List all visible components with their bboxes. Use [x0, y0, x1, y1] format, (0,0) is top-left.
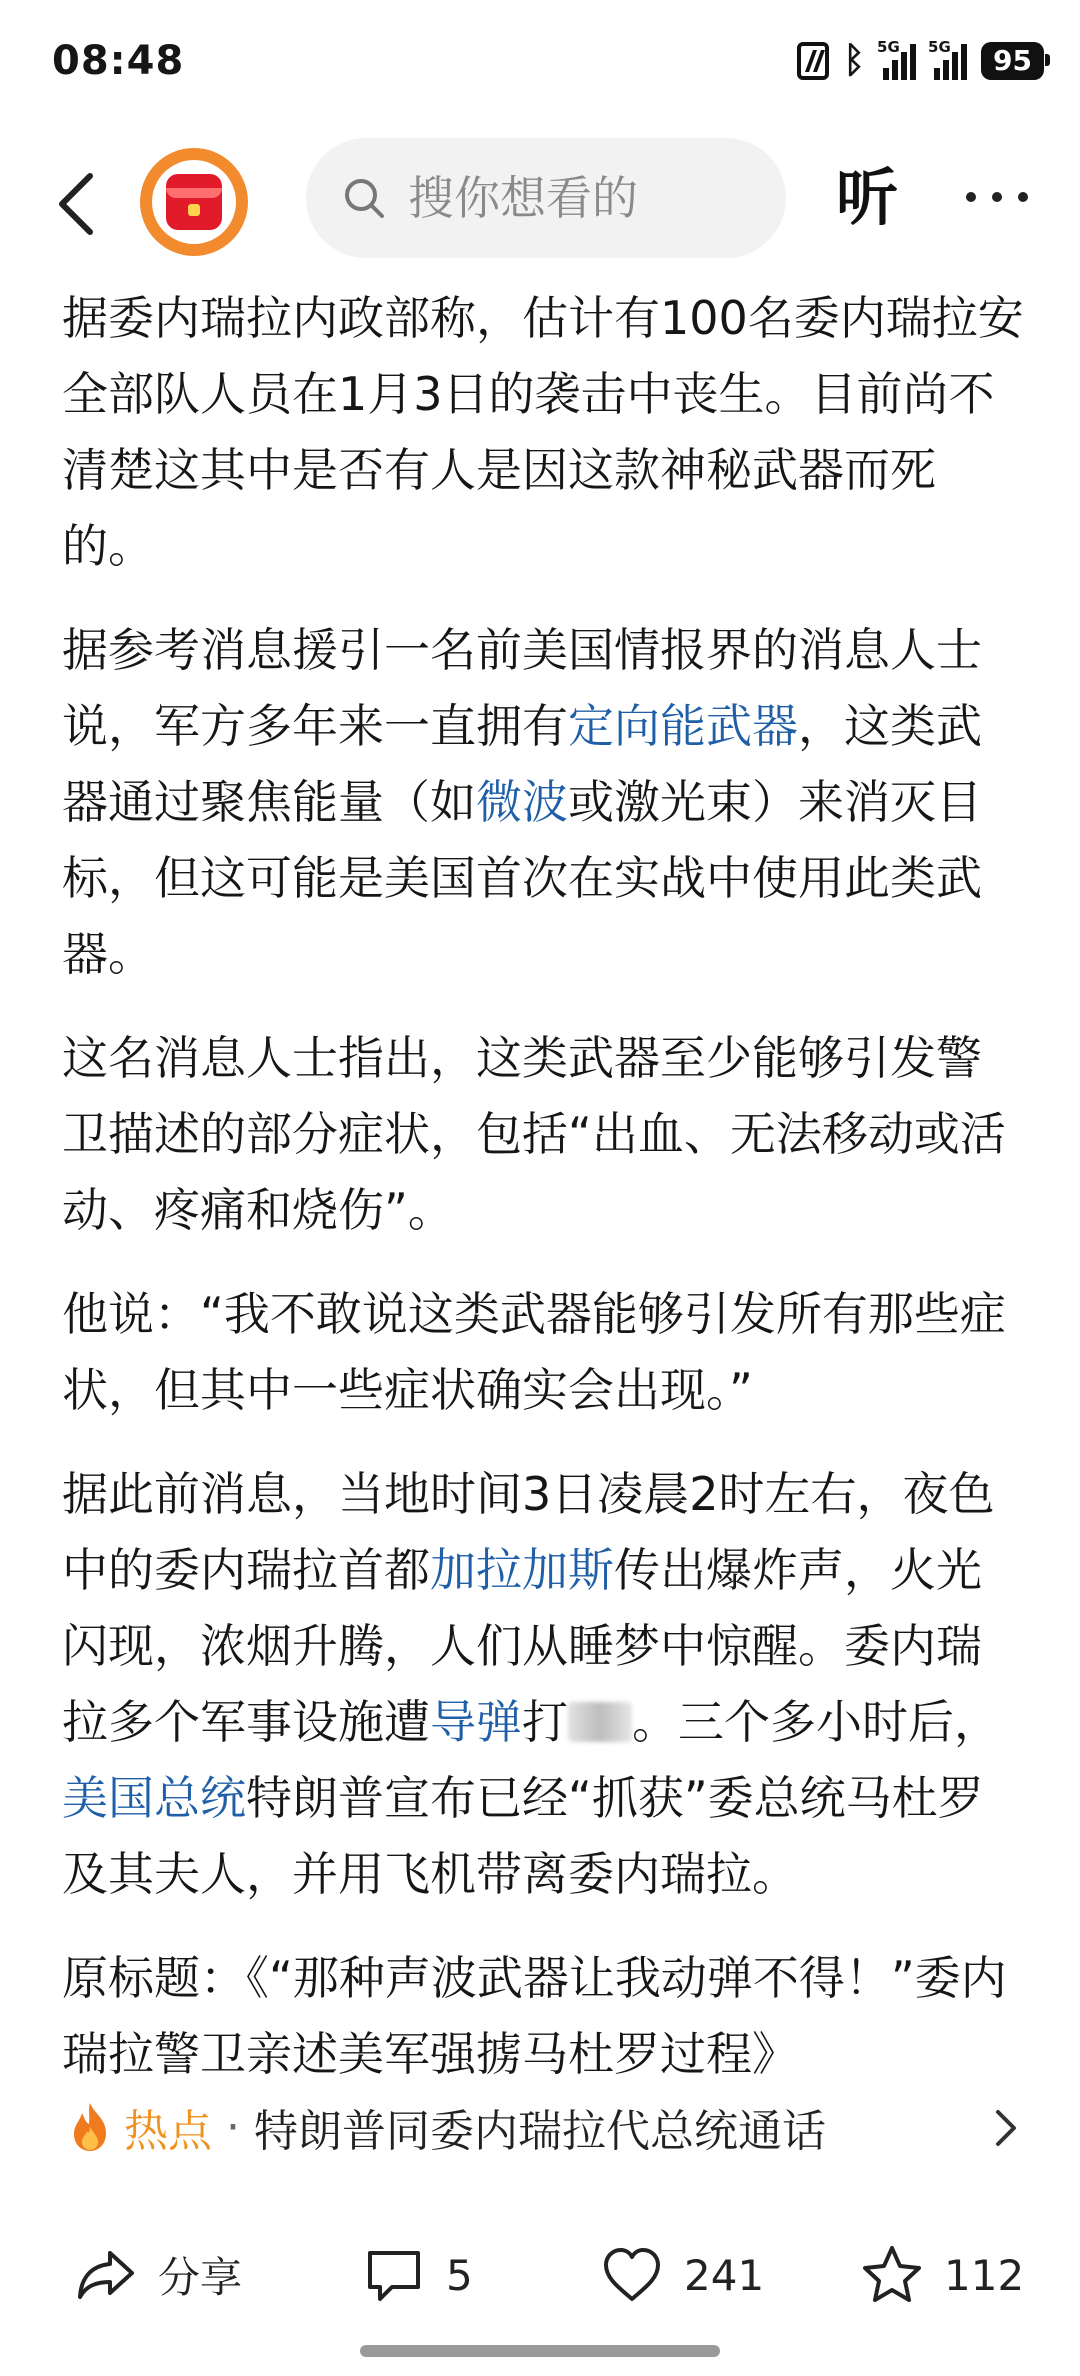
back-icon[interactable] — [50, 170, 106, 238]
battery-icon: 95 — [981, 42, 1044, 80]
bluetooth-icon: ᛒ — [843, 40, 866, 81]
nfc-icon — [797, 42, 829, 80]
heart-icon — [600, 2243, 664, 2307]
app-logo[interactable] — [140, 148, 248, 256]
link-caracas[interactable]: 加拉加斯 — [430, 1543, 614, 1597]
link-microwave[interactable]: 微波 — [476, 775, 568, 829]
comment-count: 5 — [446, 2250, 473, 2300]
comment-button[interactable] — [362, 2220, 473, 2330]
signal-tag: 5G — [877, 38, 900, 56]
article-paragraph: 这名消息人士指出，这类武器至少能够引发警卫描述的部分症状，包括“出血、无法移动或活动、疼痛和烧伤”。 — [62, 1031, 1006, 1237]
article-body — [62, 280, 1024, 2120]
more-icon[interactable] — [966, 192, 1028, 202]
status-icons — [797, 38, 1044, 81]
app-header — [0, 130, 1080, 270]
redacted-text — [568, 1702, 632, 1742]
text-span: ，这类武器通过聚焦能量（如 — [62, 699, 982, 829]
chevron-right-icon — [992, 2106, 1020, 2150]
favorite-button[interactable] — [860, 2220, 1024, 2330]
text-span: 或激光束）来消灭目标，但这可能是美国首次在实战中使用此类武器。 — [62, 775, 982, 981]
signal-icon — [877, 38, 916, 80]
text-span: 打 — [522, 1695, 568, 1749]
like-button[interactable] — [600, 2220, 764, 2330]
link-directed-energy-weapon[interactable]: 定向能武器 — [568, 699, 798, 753]
flame-icon — [70, 2101, 110, 2153]
article-paragraph — [62, 612, 1024, 992]
listen-button[interactable]: 听 — [836, 161, 899, 234]
text-span: 据此前消息，当地时间3日凌晨2时左右，夜色中的委内瑞拉首都 — [62, 1467, 995, 1597]
status-time: 08:48 — [52, 38, 185, 84]
text-span: 。三个多小时后， — [632, 1695, 1000, 1749]
home-indicator[interactable] — [360, 2345, 720, 2357]
signal-icon-2 — [928, 38, 967, 80]
search-input[interactable] — [306, 138, 786, 258]
search-icon — [342, 176, 386, 220]
hot-separator: · — [226, 2101, 240, 2153]
like-count: 241 — [684, 2250, 765, 2300]
share-label: 分享 — [158, 2253, 243, 2302]
signal-tag-2: 5G — [928, 38, 951, 56]
article-paragraph — [62, 1456, 1024, 1912]
article-paragraph: 据委内瑞拉内政部称，估计有100名委内瑞拉安全部队人员在1月3日的袭击中丧生。目前尚不清楚这其中是否有人是因这款神秘武器而死的。 — [62, 291, 1024, 573]
text-span: 据参考消息援引一名前美国情报界的消息人士说，军方多年来一直拥有 — [62, 623, 982, 753]
link-missile[interactable]: 导弹 — [430, 1695, 522, 1749]
star-icon — [860, 2243, 924, 2307]
hot-label: 热点 — [124, 2106, 212, 2157]
share-icon — [74, 2243, 138, 2307]
link-us-president[interactable]: 美国总统 — [62, 1771, 246, 1825]
action-bar — [0, 2220, 1080, 2330]
article-paragraph: 他说：“我不敢说这类武器能够引发所有那些症状，但其中一些症状确实会出现。” — [62, 1287, 1006, 1417]
favorite-count: 112 — [944, 2250, 1025, 2300]
original-title: 原标题：《“那种声波武器让我动弹不得！”委内瑞拉警卫亲述美军强掳马杜罗过程》 — [62, 1951, 1007, 2081]
hot-topic-bar[interactable] — [70, 2092, 1020, 2162]
text-span: 传出爆炸声，火光闪现，浓烟升腾，人们从睡梦中惊醒。委内瑞拉多个军事设施遭 — [62, 1543, 982, 1749]
hot-topic-text: 特朗普同委内瑞拉代总统通话 — [254, 2106, 826, 2157]
text-span: 特朗普宣布已经“抓获”委总统马杜罗及其夫人，并用飞机带离委内瑞拉。 — [62, 1771, 984, 1901]
status-bar — [0, 0, 1080, 120]
share-button[interactable] — [74, 2220, 242, 2330]
search-placeholder: 搜你想看的 — [408, 171, 638, 225]
comment-icon — [362, 2243, 426, 2307]
